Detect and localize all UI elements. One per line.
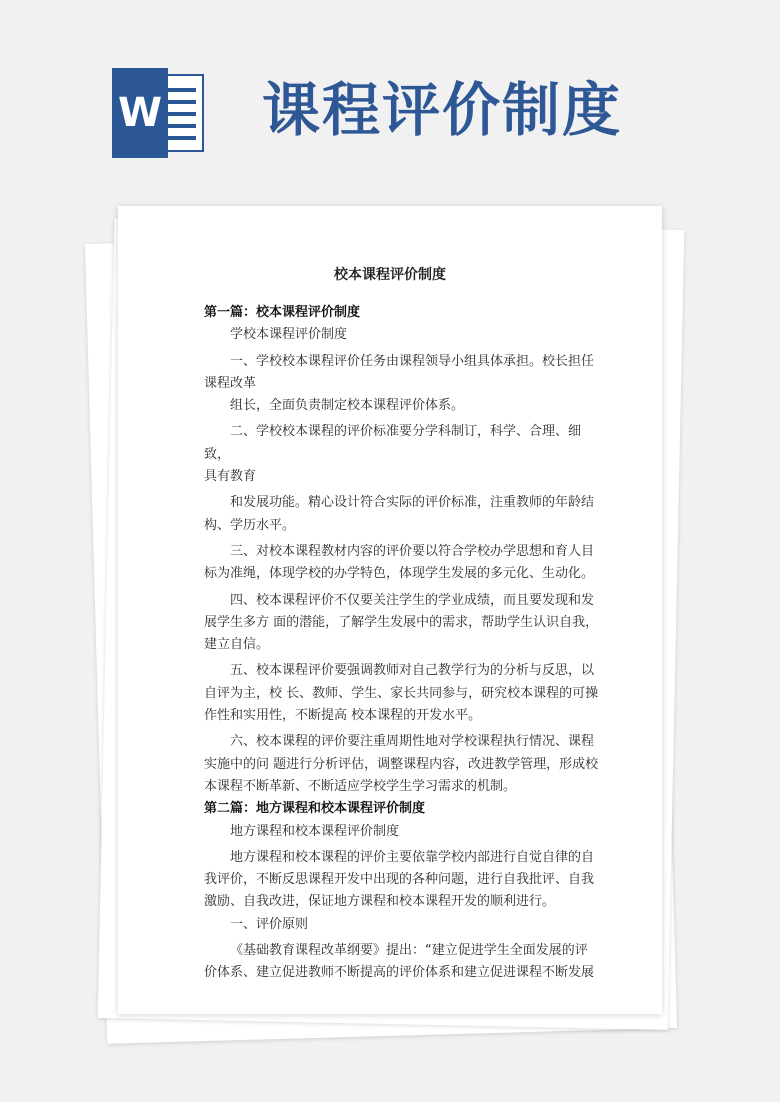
body-line: 地方课程和校本课程的评价主要依靠学校内部进行自觉自律的自 (230, 849, 595, 865)
body-line: 《基础教育课程改革纲要》提出：“建立促进学生全面发展的评 (230, 943, 588, 959)
body-line: 构、学历水平。 (204, 517, 296, 533)
body-line: 课程改革 (204, 375, 257, 391)
body-line: 五、校本课程评价要强调教师对自己教学行为的分析与反思，以 (230, 663, 595, 679)
body-line: 四、校本课程评价不仅要关注学生的学业成绩，而且要发现和发 (230, 592, 595, 608)
body-line: 展学生多方 面的潜能，了解学生发展中的需求，帮助学生认识自我， (204, 614, 599, 630)
body-line: 和发展功能。精心设计符合实际的评价标准，注重教师的年龄结 (230, 495, 595, 511)
body-line: 三、对校本课程教材内容的评价要以符合学校办学思想和育人目 (230, 543, 595, 559)
document-body (204, 302, 600, 985)
body-line: 自评为主，校 长、教师、学生、家长共同参与，研究校本课程的可操 (204, 685, 599, 701)
word-letter-badge: W (112, 68, 168, 158)
body-line: 激励、自我改进，保证地方课程和校本课程开发的顺利进行。 (204, 894, 556, 910)
body-line: 本课程不断革新、不断适应学校学生学习需求的机制。 (204, 778, 517, 794)
body-line: 六、校本课程的评价要注重周期性地对学校课程执行情况、课程 (230, 734, 595, 750)
body-line: 作性和实用性，不断提高 校本课程的开发水平。 (204, 708, 482, 724)
body-line: 组长，全面负责制定校本课程评价体系。 (230, 398, 465, 414)
header-banner (0, 0, 780, 200)
body-line: 实施中的问 题进行分析评估，调整课程内容，改进教学管理，形成校 (204, 756, 599, 772)
document-page (118, 206, 662, 1014)
section-heading: 第一篇：校本课程评价制度 (204, 305, 361, 320)
section-heading: 第二篇：地方课程和校本课程评价制度 (204, 801, 426, 817)
body-line: 标为准绳，体现学校的办学特色，体现学生发展的多元化、生动化。 (204, 566, 595, 582)
body-line: 建立自信。 (204, 637, 270, 653)
body-line: 具有教育 (204, 469, 257, 485)
body-line: 我评价，不断反思课程开发中出现的各种问题，进行自我批评、自我 (204, 872, 595, 888)
banner-title: 课程评价制度 (262, 76, 623, 144)
body-line: 一、评价原则 (230, 916, 309, 932)
body-line: 地方课程和校本课程评价制度 (230, 823, 400, 839)
document-title: 校本课程评价制度 (334, 267, 446, 283)
word-doc-icon (108, 68, 208, 158)
body-line: 二、学校校本课程的评价标准要分学科制订，科学、合理、细致， (204, 424, 582, 462)
body-line: 价体系、建立促进教师不断提高的评价体系和建立促进课程不断发展 (204, 965, 595, 981)
body-line: 学校本课程评价制度 (230, 327, 348, 343)
body-line: 一、学校校本课程评价任务由课程领导小组具体承担。校长担任 (230, 353, 595, 369)
